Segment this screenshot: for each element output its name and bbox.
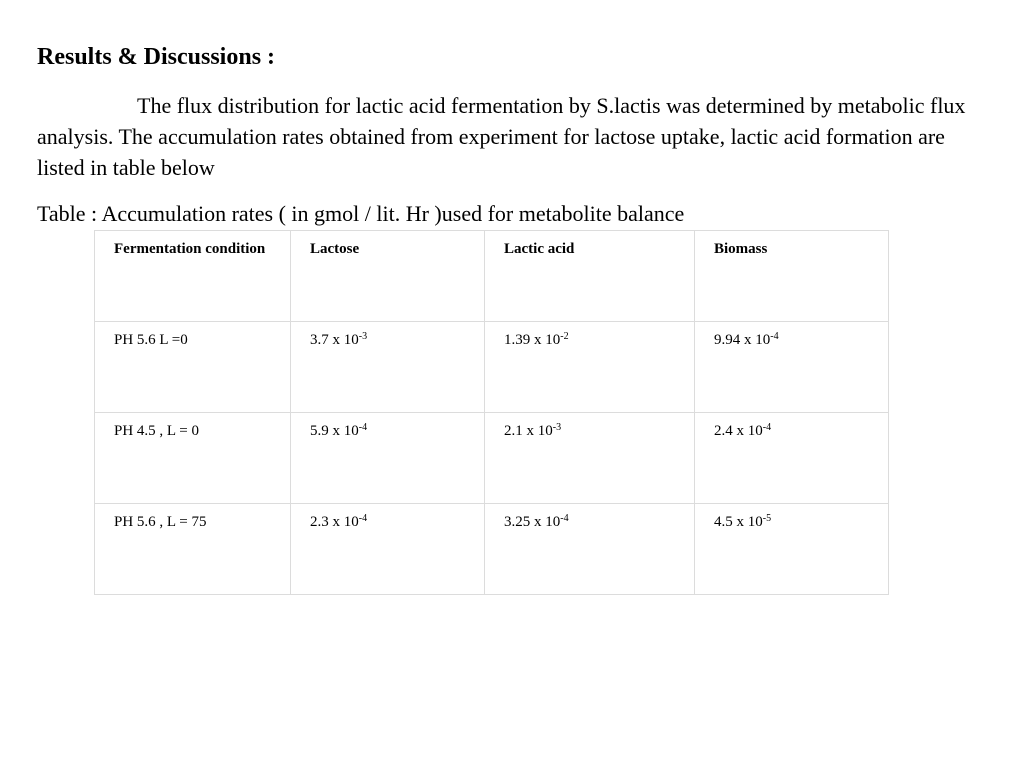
table-row <box>95 504 889 595</box>
value-base: 2.1 x 10 <box>504 423 553 439</box>
cell-lactose <box>291 504 485 595</box>
value-base: 5.9 x 10 <box>310 423 359 439</box>
value-base: 2.4 x 10 <box>714 423 763 439</box>
header-biomass: Biomass <box>695 231 889 322</box>
cell-lactose <box>291 413 485 504</box>
cell-lactic-acid <box>485 413 695 504</box>
cell-biomass <box>695 322 889 413</box>
cell-lactic-acid <box>485 322 695 413</box>
header-fermentation-condition: Fermentation condition <box>95 231 291 322</box>
section-heading: Results & Discussions : <box>37 44 276 70</box>
value-exponent: -4 <box>358 513 368 524</box>
value-exponent: -3 <box>358 331 368 342</box>
cell-lactic-acid <box>485 504 695 595</box>
value-base: 3.7 x 10 <box>310 332 359 348</box>
cell-lactose <box>291 322 485 413</box>
cell-biomass <box>695 504 889 595</box>
header-lactose: Lactose <box>291 231 485 322</box>
value-base: 9.94 x 10 <box>714 332 771 348</box>
value-base: 1.39 x 10 <box>504 332 561 348</box>
value-exponent: -3 <box>552 422 562 433</box>
header-lactic-acid: Lactic acid <box>485 231 695 322</box>
intro-paragraph: The flux distribution for lactic acid fermentation by S.lactis was determined by metabolic flux analysis. The accumulation rates obtained from experiment for lactose uptake, lactic acid formation are listed in table below <box>37 93 966 180</box>
value-base: 2.3 x 10 <box>310 514 359 530</box>
value-exponent: -5 <box>762 513 772 524</box>
cell-condition: PH 5.6 , L = 75 <box>95 504 291 595</box>
value-exponent: -4 <box>762 422 772 433</box>
accumulation-rates-table <box>94 230 889 595</box>
cell-condition: PH 5.6 L =0 <box>95 322 291 413</box>
cell-biomass <box>695 413 889 504</box>
value-exponent: -4 <box>358 422 368 433</box>
value-exponent: -2 <box>560 331 569 342</box>
value-base: 4.5 x 10 <box>714 514 763 530</box>
table-row <box>95 413 889 504</box>
value-exponent: -4 <box>770 331 779 342</box>
value-base: 3.25 x 10 <box>504 514 561 530</box>
cell-condition: PH 4.5 , L = 0 <box>95 413 291 504</box>
value-exponent: -4 <box>560 513 569 524</box>
table-row <box>95 322 889 413</box>
table-header-row <box>95 231 889 322</box>
table-caption: Table : Accumulation rates ( in gmol / lit. Hr )used for metabolite balance <box>37 201 685 226</box>
